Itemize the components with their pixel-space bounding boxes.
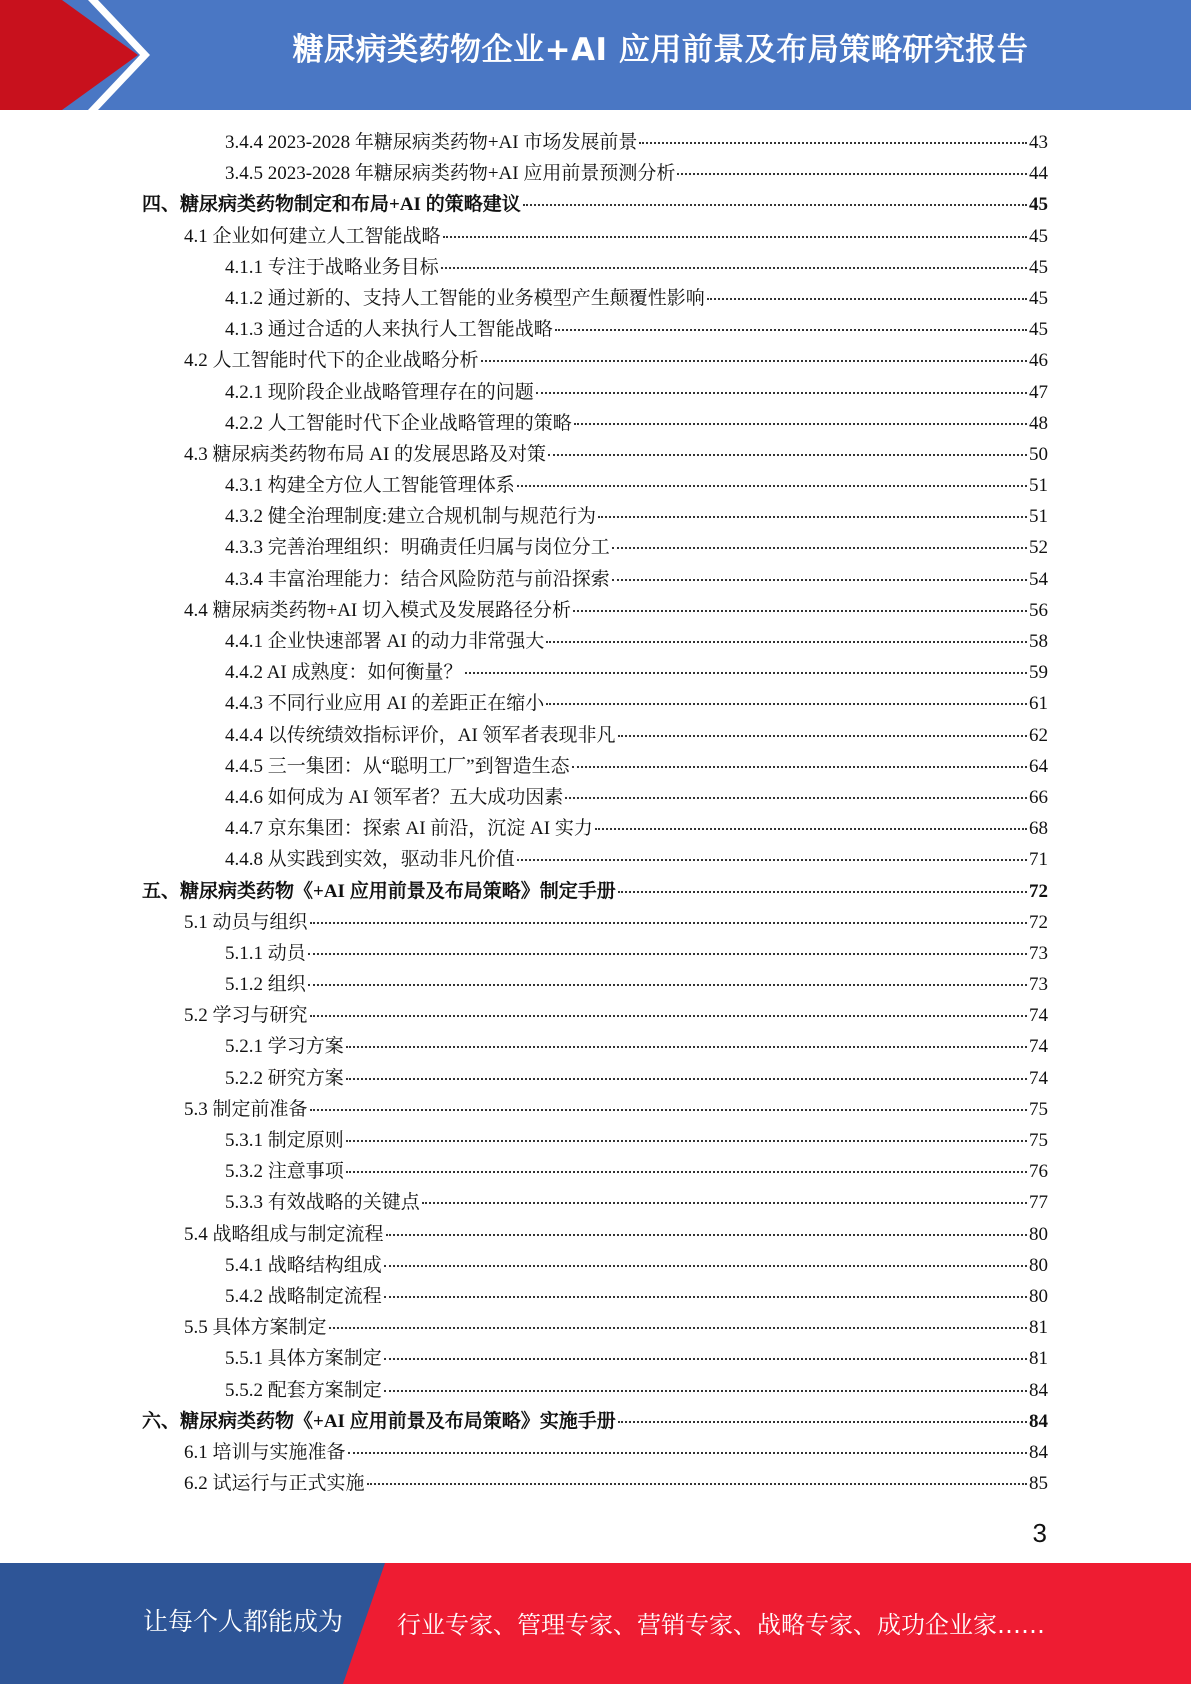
toc-section-entry[interactable] bbox=[142, 345, 1048, 376]
toc-entry-page: 58 bbox=[1029, 631, 1048, 652]
toc-subsection-entry[interactable] bbox=[142, 314, 1048, 345]
toc-entry-page: 48 bbox=[1029, 412, 1048, 434]
toc-dot-leader bbox=[441, 267, 1027, 269]
toc-subsection-entry[interactable] bbox=[142, 1187, 1048, 1218]
toc-subsection-entry[interactable] bbox=[142, 470, 1048, 501]
toc-entry-page: 45 bbox=[1029, 319, 1048, 341]
toc-dot-leader bbox=[384, 1390, 1027, 1392]
toc-entry-page: 74 bbox=[1029, 1067, 1048, 1089]
toc-dot-leader bbox=[346, 1078, 1027, 1080]
toc-dot-leader bbox=[595, 828, 1027, 830]
toc-entry-page: 62 bbox=[1029, 724, 1048, 746]
toc-entry-label: 5.5.2 配套方案制定 bbox=[225, 1379, 382, 1401]
toc-entry-label: 4.2 人工智能时代下的企业战略分析 bbox=[184, 350, 479, 372]
toc-subsection-entry[interactable] bbox=[142, 377, 1048, 408]
header-red-chevron bbox=[0, 0, 150, 110]
toc-chapter-entry[interactable] bbox=[142, 876, 1048, 907]
toc-entry-label: 5.1.2 组织 bbox=[225, 974, 306, 996]
toc-entry-page: 51 bbox=[1029, 475, 1048, 497]
toc-subsection-entry[interactable] bbox=[142, 626, 1048, 657]
toc-dot-leader bbox=[308, 953, 1027, 955]
toc-subsection-entry[interactable] bbox=[142, 1156, 1048, 1187]
toc-dot-leader bbox=[548, 454, 1027, 456]
toc-entry-label: 4.1 企业如何建立人工智能战略 bbox=[184, 225, 441, 247]
toc-subsection-entry[interactable] bbox=[142, 252, 1048, 283]
toc-dot-leader bbox=[536, 392, 1027, 394]
toc-section-entry[interactable] bbox=[142, 1000, 1048, 1031]
toc-entry-page: 84 bbox=[1029, 1441, 1048, 1463]
toc-entry-label: 4.3.4 丰富治理能力：结合风险防范与前沿探索 bbox=[225, 568, 610, 590]
toc-section-entry[interactable] bbox=[142, 221, 1048, 252]
toc-entry-page: 56 bbox=[1029, 599, 1048, 621]
toc-subsection-entry[interactable] bbox=[142, 127, 1048, 158]
toc-section-entry[interactable] bbox=[142, 439, 1048, 470]
toc-subsection-entry[interactable] bbox=[142, 751, 1048, 782]
toc-subsection-entry[interactable] bbox=[142, 844, 1048, 875]
toc-subsection-entry[interactable] bbox=[142, 1063, 1048, 1094]
toc-entry-label: 4.4.8 从实践到实效，驱动非凡价值 bbox=[225, 849, 515, 871]
toc-subsection-entry[interactable] bbox=[142, 1031, 1048, 1062]
toc-dot-leader bbox=[517, 485, 1027, 487]
toc-entry-page: 72 bbox=[1029, 880, 1048, 902]
toc-section-entry[interactable] bbox=[142, 595, 1048, 626]
toc-dot-leader bbox=[384, 1296, 1027, 1298]
toc-entry-page: 73 bbox=[1029, 974, 1048, 996]
toc-entry-page: 64 bbox=[1029, 755, 1048, 777]
toc-entry-page: 84 bbox=[1029, 1410, 1048, 1432]
toc-section-entry[interactable] bbox=[142, 1094, 1048, 1125]
toc-entry-page: 66 bbox=[1029, 786, 1048, 808]
toc-entry-label: 6.1 培训与实施准备 bbox=[184, 1441, 346, 1463]
toc-entry-label: 四、糖尿病类药物制定和布局+AI 的策略建议 bbox=[142, 194, 521, 216]
toc-section-entry[interactable] bbox=[142, 907, 1048, 938]
toc-entry-label: 5.5.1 具体方案制定 bbox=[225, 1348, 382, 1370]
toc-entry-label: 4.2.1 现阶段企业战略管理存在的问题 bbox=[225, 381, 534, 403]
toc-entry-label: 六、糖尿病类药物《+AI 应用前景及布局策略》实施手册 bbox=[142, 1410, 616, 1432]
toc-subsection-entry[interactable] bbox=[142, 501, 1048, 532]
toc-entry-page: 46 bbox=[1029, 350, 1048, 372]
toc-entry-page: 75 bbox=[1029, 1098, 1048, 1120]
toc-entry-label: 4.4.6 如何成为 AI 领军者？五大成功因素 bbox=[225, 786, 564, 808]
toc-subsection-entry[interactable] bbox=[142, 688, 1048, 719]
toc-dot-leader bbox=[517, 859, 1027, 861]
toc-entry-page: 75 bbox=[1029, 1130, 1048, 1151]
toc-dot-leader bbox=[618, 1421, 1027, 1423]
toc-entry-label: 4.4 糖尿病类药物+AI 切入模式及发展路径分析 bbox=[184, 599, 572, 621]
toc-entry-label: 5.3 制定前准备 bbox=[184, 1098, 308, 1120]
toc-subsection-entry[interactable] bbox=[142, 564, 1048, 595]
toc-entry-page: 74 bbox=[1029, 1005, 1048, 1027]
toc-entry-label: 4.2.2 人工智能时代下企业战略管理的策略 bbox=[225, 412, 572, 434]
toc-entry-label: 4.4.4 以传统绩效指标评价，AI 领军者表现非凡 bbox=[225, 724, 616, 746]
toc-entry-page: 61 bbox=[1029, 693, 1048, 715]
toc-entry-label: 五、糖尿病类药物《+AI 应用前景及布局策略》制定手册 bbox=[142, 880, 616, 902]
toc-entry-page: 81 bbox=[1029, 1317, 1048, 1339]
toc-entry-label: 4.4.5 三一集团：从“聪明工厂”到智造生态 bbox=[225, 755, 570, 777]
toc-entry-page: 77 bbox=[1029, 1192, 1048, 1214]
toc-entry-page: 54 bbox=[1029, 568, 1048, 590]
toc-dot-leader bbox=[348, 1452, 1027, 1454]
toc-dot-leader bbox=[523, 204, 1027, 206]
toc-entry-label: 4.4.1 企业快速部署 AI 的动力非常强大 bbox=[225, 631, 545, 652]
toc-entry-label: 5.1.1 动员 bbox=[225, 942, 306, 964]
toc-dot-leader bbox=[677, 173, 1027, 175]
toc-entry-page: 71 bbox=[1029, 849, 1048, 871]
toc-dot-leader bbox=[707, 298, 1027, 300]
toc-entry-page: 47 bbox=[1029, 381, 1048, 403]
toc-entry-page: 45 bbox=[1029, 225, 1048, 247]
toc-entry-label: 4.4.3 不同行业应用 AI 的差距正在缩小 bbox=[225, 693, 545, 715]
toc-entry-label: 5.1 动员与组织 bbox=[184, 911, 308, 933]
toc-entry-label: 5.4.2 战略制定流程 bbox=[225, 1285, 382, 1307]
toc-entry-label: 6.2 试运行与正式实施 bbox=[184, 1473, 365, 1495]
toc-chapter-entry[interactable] bbox=[142, 1406, 1048, 1437]
toc-subsection-entry[interactable] bbox=[142, 657, 1048, 688]
toc-dot-leader bbox=[573, 610, 1027, 612]
toc-entry-page: 76 bbox=[1029, 1161, 1048, 1183]
toc-subsection-entry[interactable] bbox=[142, 938, 1048, 969]
toc-dot-leader bbox=[346, 1140, 1027, 1142]
toc-entry-label: 3.4.5 2023-2028 年糖尿病类药物+AI 应用前景预测分析 bbox=[225, 163, 676, 185]
toc-section-entry[interactable] bbox=[142, 1437, 1048, 1468]
toc-dot-leader bbox=[384, 1358, 1027, 1360]
toc-entry-page: 59 bbox=[1029, 662, 1048, 684]
toc-dot-leader bbox=[565, 797, 1027, 799]
toc-dot-leader bbox=[308, 984, 1027, 986]
toc-entry-label: 5.2.2 研究方案 bbox=[225, 1067, 344, 1089]
toc-entry-label: 4.4.2 AI 成熟度：如何衡量？ bbox=[225, 662, 463, 684]
toc-entry-label: 5.5 具体方案制定 bbox=[184, 1317, 327, 1339]
toc-dot-leader bbox=[329, 1327, 1027, 1329]
page-footer bbox=[0, 1563, 1191, 1684]
toc-entry-label: 5.3.3 有效战略的关键点 bbox=[225, 1192, 420, 1214]
page-number: 3 bbox=[1032, 1518, 1047, 1548]
toc-subsection-entry[interactable] bbox=[142, 1250, 1048, 1281]
toc-dot-leader bbox=[574, 423, 1027, 425]
toc-entry-page: 45 bbox=[1029, 256, 1048, 278]
toc-subsection-entry[interactable] bbox=[142, 1375, 1048, 1406]
toc-dot-leader bbox=[481, 360, 1027, 362]
toc-entry-label: 4.4.7 京东集团：探索 AI 前沿，沉淀 AI 实力 bbox=[225, 818, 593, 840]
table-of-contents bbox=[142, 127, 1048, 1499]
toc-dot-leader bbox=[465, 672, 1027, 674]
toc-entry-page: 80 bbox=[1029, 1223, 1048, 1245]
toc-entry-page: 80 bbox=[1029, 1285, 1048, 1307]
toc-entry-page: 72 bbox=[1029, 911, 1048, 933]
toc-entry-page: 74 bbox=[1029, 1036, 1048, 1058]
toc-entry-label: 5.4 战略组成与制定流程 bbox=[184, 1223, 384, 1245]
toc-subsection-entry[interactable] bbox=[142, 782, 1048, 813]
toc-entry-label: 3.4.4 2023-2028 年糖尿病类药物+AI 市场发展前景 bbox=[225, 132, 638, 153]
toc-subsection-entry[interactable] bbox=[142, 720, 1048, 751]
toc-dot-leader bbox=[618, 891, 1027, 893]
toc-subsection-entry[interactable] bbox=[142, 969, 1048, 1000]
toc-section-entry[interactable] bbox=[142, 1219, 1048, 1250]
toc-dot-leader bbox=[546, 703, 1027, 705]
toc-dot-leader bbox=[639, 142, 1027, 144]
report-title: 糖尿病类药物企业+AI 应用前景及布局策略研究报告 bbox=[292, 32, 1029, 68]
toc-entry-label: 4.3.3 完善治理组织：明确责任归属与岗位分工 bbox=[225, 537, 610, 559]
toc-entry-page: 52 bbox=[1029, 537, 1048, 559]
toc-entry-page: 45 bbox=[1029, 194, 1048, 216]
toc-entry-page: 80 bbox=[1029, 1254, 1048, 1276]
toc-dot-leader bbox=[618, 735, 1027, 737]
toc-dot-leader bbox=[555, 329, 1027, 331]
toc-subsection-entry[interactable] bbox=[142, 158, 1048, 189]
toc-entry-page: 81 bbox=[1029, 1348, 1048, 1370]
toc-section-entry[interactable] bbox=[142, 1312, 1048, 1343]
toc-subsection-entry[interactable] bbox=[142, 532, 1048, 563]
toc-entry-page: 43 bbox=[1029, 132, 1048, 153]
toc-entry-page: 50 bbox=[1029, 443, 1048, 465]
toc-entry-label: 5.4.1 战略结构组成 bbox=[225, 1254, 382, 1276]
page-header bbox=[0, 0, 1191, 110]
toc-dot-leader bbox=[598, 516, 1027, 518]
toc-entry-label: 5.3.1 制定原则 bbox=[225, 1130, 344, 1151]
toc-entry-label: 4.3.2 健全治理制度:建立合规机制与规范行为 bbox=[225, 506, 597, 528]
toc-entry-page: 85 bbox=[1029, 1473, 1048, 1495]
footer-slogan-left: 让每个人都能成为 bbox=[143, 1607, 344, 1636]
toc-subsection-entry[interactable] bbox=[142, 1343, 1048, 1374]
toc-entry-label: 5.2.1 学习方案 bbox=[225, 1036, 344, 1058]
toc-dot-leader bbox=[422, 1202, 1027, 1204]
toc-dot-leader bbox=[572, 766, 1027, 768]
toc-subsection-entry[interactable] bbox=[142, 283, 1048, 314]
toc-entry-label: 5.2 学习与研究 bbox=[184, 1005, 308, 1027]
toc-entry-label: 4.1.2 通过新的、支持人工智能的业务模型产生颠覆性影响 bbox=[225, 287, 705, 309]
toc-entry-page: 45 bbox=[1029, 287, 1048, 309]
toc-dot-leader bbox=[310, 1015, 1027, 1017]
toc-chapter-entry[interactable] bbox=[142, 189, 1048, 220]
toc-entry-label: 4.1.3 通过合适的人来执行人工智能战略 bbox=[225, 319, 553, 341]
toc-dot-leader bbox=[384, 1265, 1027, 1267]
toc-section-entry[interactable] bbox=[142, 1468, 1048, 1499]
toc-dot-leader bbox=[346, 1046, 1027, 1048]
toc-entry-page: 44 bbox=[1029, 163, 1048, 185]
toc-dot-leader bbox=[443, 236, 1027, 238]
toc-subsection-entry[interactable] bbox=[142, 1281, 1048, 1312]
toc-dot-leader bbox=[310, 922, 1027, 924]
toc-dot-leader bbox=[546, 641, 1027, 643]
toc-entry-page: 51 bbox=[1029, 506, 1048, 528]
toc-subsection-entry[interactable] bbox=[142, 408, 1048, 439]
toc-subsection-entry[interactable] bbox=[142, 813, 1048, 844]
toc-entry-page: 68 bbox=[1029, 818, 1048, 840]
toc-dot-leader bbox=[346, 1171, 1027, 1173]
toc-entry-label: 4.1.1 专注于战略业务目标 bbox=[225, 256, 439, 278]
toc-entry-label: 5.3.2 注意事项 bbox=[225, 1161, 344, 1183]
toc-entry-label: 4.3 糖尿病类药物布局 AI 的发展思路及对策 bbox=[184, 443, 547, 465]
toc-dot-leader bbox=[367, 1483, 1027, 1485]
toc-entry-page: 84 bbox=[1029, 1379, 1048, 1401]
footer-slogan-right: 行业专家、管理专家、营销专家、战略专家、成功企业家…… bbox=[397, 1611, 1045, 1639]
toc-dot-leader bbox=[612, 579, 1027, 581]
toc-dot-leader bbox=[612, 547, 1027, 549]
toc-entry-label: 4.3.1 构建全方位人工智能管理体系 bbox=[225, 475, 515, 497]
toc-subsection-entry[interactable] bbox=[142, 1125, 1048, 1156]
toc-dot-leader bbox=[386, 1234, 1027, 1236]
toc-dot-leader bbox=[310, 1109, 1027, 1111]
toc-entry-page: 73 bbox=[1029, 942, 1048, 964]
